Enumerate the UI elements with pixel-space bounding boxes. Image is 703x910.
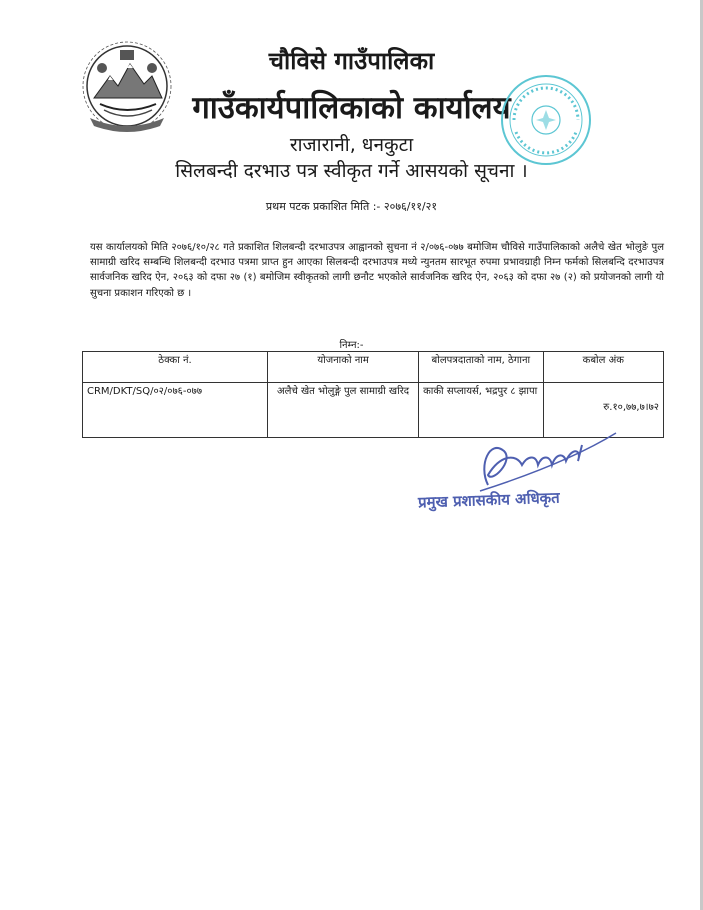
header-contract-no: ठेक्का नं. xyxy=(83,352,268,383)
cell-bidder: काकी सप्लायर्स, भद्रपुर ८ झापा xyxy=(419,383,543,438)
cell-bid-amount: रु.१०,७७,७।७२ xyxy=(543,383,663,438)
municipality-name: चौविसे गाउँपालिका xyxy=(268,47,435,75)
office-name: गाउँकार्यपालिकाको कार्यालय xyxy=(192,90,511,126)
notice-body: यस कार्यालयको मिति २०७६/१०/२८ गते प्रकाशित शिलबन्दी दरभाउपत्र आह्वानको सुचना नं २/०७६-०७७ बमोजिम चौविसे गाउँपालिकाको अलैचे खेत भोलुङे पुल सामाग्री खरिद सम्बन्धि शिलबन्दी दरभाउ पत्रमा प्राप्त हुन आएका सिलबन्दी दरभाउपत्र मध्ये न्युनतम सारभूत रुपमा प्रभावग्राही निम्न फर्मको सिलबन्दि दरभाउपत्र सार्वजनिक खरिद ऐन, २०६३ को दफा २७ (१) बमोजिम स्वीकृतको लागी छनौट भएकोले सार्वजनिक खरिद ऐन, २०६३ को दफा २७ (२) को प्रयोजनको लागी यो सुचना प्रकाशन गरिएको छ । xyxy=(90,242,664,299)
publication-date: प्रथम पटक प्रकाशित मिति :- २०७६/११/२१ xyxy=(265,200,438,213)
header-bidder: बोलपत्रदाताको नाम, ठेगाना xyxy=(419,352,543,383)
official-seal-icon xyxy=(498,72,594,168)
table-caption: निम्न:- xyxy=(339,340,364,351)
table-header-row xyxy=(83,352,664,383)
cell-contract-no: CRM/DKT/SQ/०२/०७६-०७७ xyxy=(83,383,268,438)
signatory-title: प्रमुख प्रशासकीय अधिकृत xyxy=(417,488,561,512)
notice-title: सिलबन्दी दरभाउ पत्र स्वीकृत गर्ने आसयको सूचना । xyxy=(175,160,528,182)
header-bid-amount: कबोल अंक xyxy=(543,352,663,383)
signature-icon xyxy=(470,425,620,495)
office-address: राजारानी, धनकुटा xyxy=(289,134,414,156)
cell-project-name: अलैचे खेत भोलुङ्गे पुल सामाग्री खरिद xyxy=(268,383,419,438)
header-project-name: योजनाको नाम xyxy=(268,352,419,383)
